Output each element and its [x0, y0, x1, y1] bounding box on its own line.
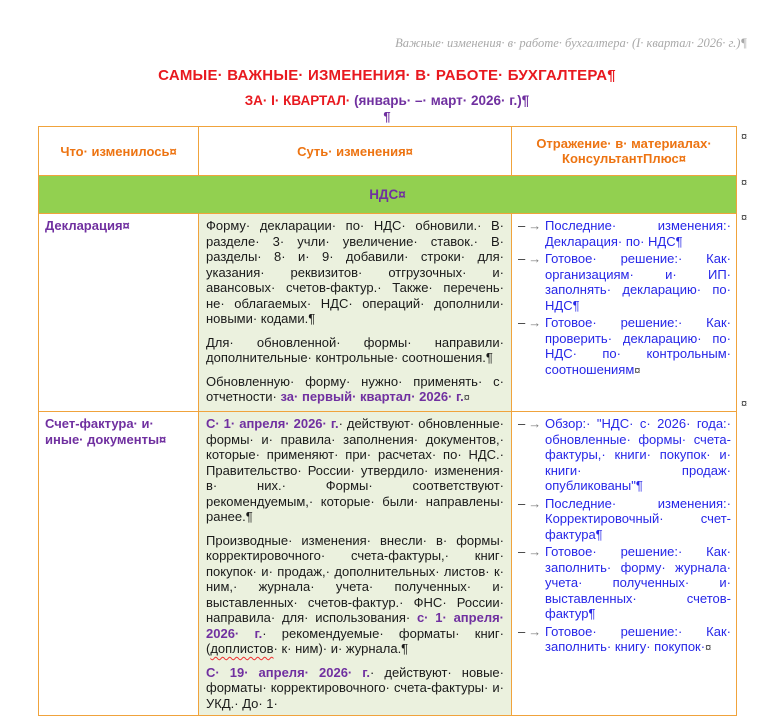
consultant-link[interactable]: Последние· изменения:· Декларация· по· НДС¶ — [545, 218, 731, 249]
paragraph-text: · к· ним)· и· журнала.¶ — [273, 641, 409, 656]
list-item — [518, 544, 731, 622]
tab-arrow-icon: → — [528, 315, 542, 330]
highlight-link-april-1[interactable]: С· 1· апреля· 2026· г. — [206, 416, 339, 431]
tab-arrow-icon: → — [528, 623, 542, 639]
running-header — [395, 36, 747, 51]
consultant-link[interactable]: Готовое· решение:· Как· заполнить· форму· журнала· учета· полученных· и· выставленных· счетов-фактур¶ — [545, 544, 731, 621]
consultant-link[interactable]: Готовое· решение:· Как· проверить· декларацию· по· НДС· по· контрольным· соотношениям — [545, 315, 731, 377]
dash-bullet — [518, 544, 545, 622]
table-row-declaration — [39, 214, 737, 412]
col-header-essence: Суть· изменения¤ — [199, 127, 512, 176]
dash-bullet — [518, 315, 545, 379]
section-title-nds: НДС¤ — [39, 176, 737, 214]
dash-glyph: – — [518, 315, 526, 330]
cell-links-invoice — [512, 412, 737, 716]
cell-end-mark: ¤ — [463, 392, 470, 404]
highlight-link-april-19[interactable]: С· 19· апреля· 2026· г. — [206, 664, 370, 680]
highlight-link-april-1-formats[interactable]: с· 1· апреля· 2026· г. — [206, 610, 504, 641]
paragraph-text: · действуют· новые· форматы· корректировочного· счета-фактуры· и· УКД.· До· 1· — [206, 664, 504, 711]
cell-end-mark: ¤ — [634, 364, 641, 377]
doc-subtitle — [38, 93, 736, 108]
doc-title: САМЫЕ· ВАЖНЫЕ· ИЗМЕНЕНИЯ· В· РАБОТЕ· БУХГАЛТЕРА¶ — [158, 67, 616, 84]
consultant-link-wrap — [545, 315, 731, 379]
dash-glyph: – — [518, 251, 526, 266]
empty-paragraph-mark: ¶ — [383, 109, 391, 124]
paragraph: Для· обновленной· формы· направили· дополнительные· контрольные· соотношения.¶ — [206, 334, 504, 365]
list-item — [518, 251, 731, 313]
dash-bullet — [518, 218, 545, 249]
list-item — [518, 218, 731, 249]
subtitle-period: (январь· –· март· 2026· г.)¶ — [354, 93, 530, 108]
paragraph — [206, 533, 504, 657]
row-end-mark: ¤ — [741, 398, 748, 410]
running-header-text: Важные· изменения· в· работе· бухгалтера· (I· квартал· 2026· г.)¶ — [395, 36, 747, 50]
consultant-link[interactable]: Готовое· решение:· Как· организациям· и· ИП· заполнять· декларацию· по· НДС¶ — [545, 251, 731, 313]
list-item — [518, 496, 731, 543]
tab-arrow-icon: → — [528, 218, 542, 233]
dash-glyph: – — [518, 218, 526, 233]
list-item — [518, 416, 731, 494]
cell-end-mark: ¤ — [705, 642, 712, 654]
spellcheck-underlined-word: доплистов — [210, 641, 274, 656]
changes-table — [38, 126, 737, 716]
tab-arrow-icon: → — [528, 495, 542, 511]
col-header-materials: Отражение· в· материалах· КонсультантПлюс¤ — [512, 127, 737, 176]
col-header-what: Что· изменилось¤ — [39, 127, 199, 176]
consultant-link[interactable]: Готовое· решение:· Как· заполнить· книгу· покупок· — [545, 623, 731, 654]
table-header-row — [39, 127, 737, 176]
cell-what-declaration: Декларация¤ — [39, 214, 199, 412]
dash-bullet — [518, 416, 545, 494]
cell-what-invoice: Счет-фактура· и· иные· документы¤ — [39, 412, 199, 716]
tab-arrow-icon: → — [528, 416, 542, 431]
paragraph-text: Производные· изменения· внесли· в· формы· корректировочного· счета-фактуры,· книг· покупок· и· продаж,· дополнительных· листов· к· ним,· журнала· учета· полученных· и· выставленных· счетов-фактур.· ФНС· России· направила· для· использования· — [206, 532, 504, 625]
row-end-mark: ¤ — [741, 177, 748, 189]
consultant-link[interactable]: Последние· изменения:· Корректировочный· счет-фактура¶ — [545, 495, 731, 542]
section-row-nds — [39, 176, 737, 214]
list-item — [518, 315, 731, 379]
cell-essence-declaration — [199, 214, 512, 412]
tab-arrow-icon: → — [528, 251, 542, 266]
row-end-mark: ¤ — [741, 131, 748, 143]
paragraph-text: Обновленную· форму· нужно· применять· с· отчетности· — [206, 373, 504, 404]
dash-glyph: – — [518, 544, 526, 559]
highlight-link-first-quarter[interactable]: за· первый· квартал· 2026· г. — [280, 389, 464, 404]
subtitle-quarter: ЗА· I· КВАРТАЛ· — [244, 93, 355, 108]
dash-glyph: – — [518, 416, 526, 431]
paragraph — [206, 416, 504, 525]
paragraph-text: · действуют· обновленные· формы· и· правила· заполнения· документов,· которые· применяют· при· расчетах· по· НДС.· Правительство· России· утвердило· изменения· в· них.· Формы· соответствуют· рекомендуемым,· которые· были· направлены· ранее.¶ — [206, 416, 504, 524]
paragraph-text: · рекомендуемые· форматы· книг· ( — [206, 625, 504, 656]
dash-glyph: – — [518, 495, 526, 511]
dash-glyph: – — [518, 623, 526, 639]
dash-bullet — [518, 624, 545, 657]
cell-links-declaration — [512, 214, 737, 412]
paragraph — [206, 374, 504, 407]
cell-essence-invoice — [199, 412, 512, 716]
row-end-mark: ¤ — [741, 212, 748, 224]
consultant-link-wrap — [545, 624, 731, 657]
list-item — [518, 624, 731, 657]
dash-bullet — [518, 251, 545, 313]
consultant-link[interactable]: Обзор:· "НДС· с· 2026· года:· обновленные· формы· счета-фактуры,· книги· покупок· и· книги· продаж· опубликованы"¶ — [545, 416, 731, 493]
dash-bullet — [518, 496, 545, 543]
paragraph: Форму· декларации· по· НДС· обновили.· В· разделе· 3· учли· увеличение· ставок.· В· разделы· 8· и· 9· добавили· строки· для· указания· реквизитов· отгрузочных· и· авансовых· счетов-фактур.· Также· перечень· не· облагаемых· НДС· операций· дополнили· новыми· кодами.¶ — [206, 218, 504, 326]
paragraph — [206, 665, 504, 712]
tab-arrow-icon: → — [528, 544, 542, 559]
table-row-invoice — [39, 412, 737, 716]
